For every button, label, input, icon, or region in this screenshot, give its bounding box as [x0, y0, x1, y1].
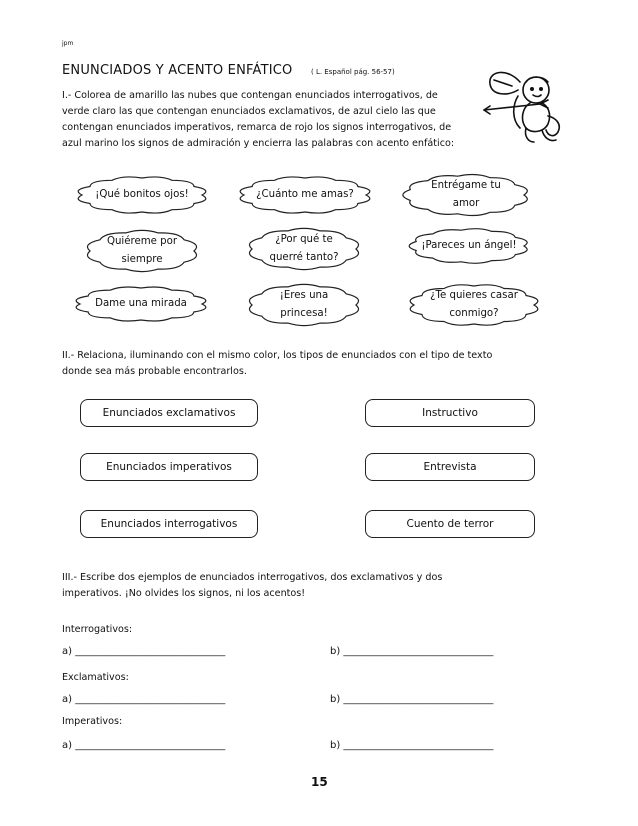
cloud-text: Dame una mirada: [95, 298, 187, 309]
section2-instructions: [62, 348, 562, 380]
cloud[interactable]: [76, 284, 206, 324]
section3-instructions: [62, 570, 562, 602]
instruction-line: contengan enunciados imperativos, remarca de rojo los signos interrogativos, de: [62, 122, 452, 133]
book-reference: ( L. Español pág. 56-57): [311, 68, 395, 76]
cloud[interactable]: [248, 282, 360, 328]
cloud[interactable]: [248, 226, 360, 272]
page-title: ENUNCIADOS Y ACENTO ENFÁTICO: [62, 63, 293, 78]
cloud-text: ¡Eres una princesa!: [279, 290, 329, 319]
cloud[interactable]: [78, 174, 206, 216]
cloud-text: ¿Te quieres casar conmigo?: [430, 290, 518, 319]
cloud-text: Quiéreme por siempre: [106, 236, 178, 265]
match-right-label: Cuento de terror: [406, 518, 494, 530]
cloud-text: ¡Pareces un ángel!: [421, 240, 517, 251]
cloud[interactable]: [404, 172, 528, 218]
answer-line[interactable]: b) ______________________________: [330, 646, 494, 657]
page-number: 15: [311, 775, 328, 789]
cupid-illustration: [478, 66, 570, 148]
match-left-box[interactable]: [80, 399, 258, 427]
answer-line[interactable]: b) ______________________________: [330, 740, 494, 751]
author-initials: jpm: [62, 40, 74, 47]
match-left-label: Enunciados exclamativos: [102, 407, 236, 419]
answer-line[interactable]: b) ______________________________: [330, 694, 494, 705]
group-label: Interrogativos:: [62, 624, 133, 635]
answer-line[interactable]: a) ______________________________: [62, 694, 226, 705]
match-right-box[interactable]: [365, 399, 535, 427]
cloud[interactable]: [86, 228, 198, 274]
instruction-line: II.- Relaciona, iluminando con el mismo color, los tipos de enunciados con el tipo de texto: [62, 350, 493, 361]
group-label: Exclamativos:: [62, 672, 129, 683]
instruction-line: donde sea más probable encontrarlos.: [62, 366, 247, 377]
match-left-label: Enunciados imperativos: [106, 461, 232, 473]
cloud[interactable]: [410, 226, 528, 266]
match-right-label: Entrevista: [423, 461, 477, 473]
answer-line[interactable]: a) ______________________________: [62, 740, 226, 751]
cloud-text: Entrégame tu amor: [431, 180, 501, 209]
section1-instructions: [62, 88, 472, 152]
match-right-box[interactable]: [365, 510, 535, 538]
instruction-line: imperativos. ¡No olvides los signos, ni los acentos!: [62, 588, 306, 599]
match-right-box[interactable]: [365, 453, 535, 481]
match-left-label: Enunciados interrogativos: [100, 518, 238, 530]
cloud-text: ¿Por qué te querré tanto?: [269, 234, 339, 263]
cloud-text: ¡Qué bonitos ojos!: [95, 189, 189, 200]
cloud[interactable]: [410, 282, 538, 328]
answer-line[interactable]: a) ______________________________: [62, 646, 226, 657]
match-right-label: Instructivo: [422, 407, 478, 419]
instruction-line: I.- Colorea de amarillo las nubes que contengan enunciados interrogativos, de: [62, 90, 438, 101]
cloud[interactable]: [240, 174, 370, 216]
match-left-box[interactable]: [80, 453, 258, 481]
instruction-line: verde claro las que contengan enunciados exclamativos, de azul cielo las que: [62, 106, 436, 117]
instruction-line: azul marino los signos de admiración y encierra las palabras con acento enfático:: [62, 138, 455, 149]
match-left-box[interactable]: [80, 510, 258, 538]
cloud-text: ¿Cuánto me amas?: [256, 189, 354, 200]
instruction-line: III.- Escribe dos ejemplos de enunciados interrogativos, dos exclamativos y dos: [62, 572, 443, 583]
group-label: Imperativos:: [62, 716, 123, 727]
